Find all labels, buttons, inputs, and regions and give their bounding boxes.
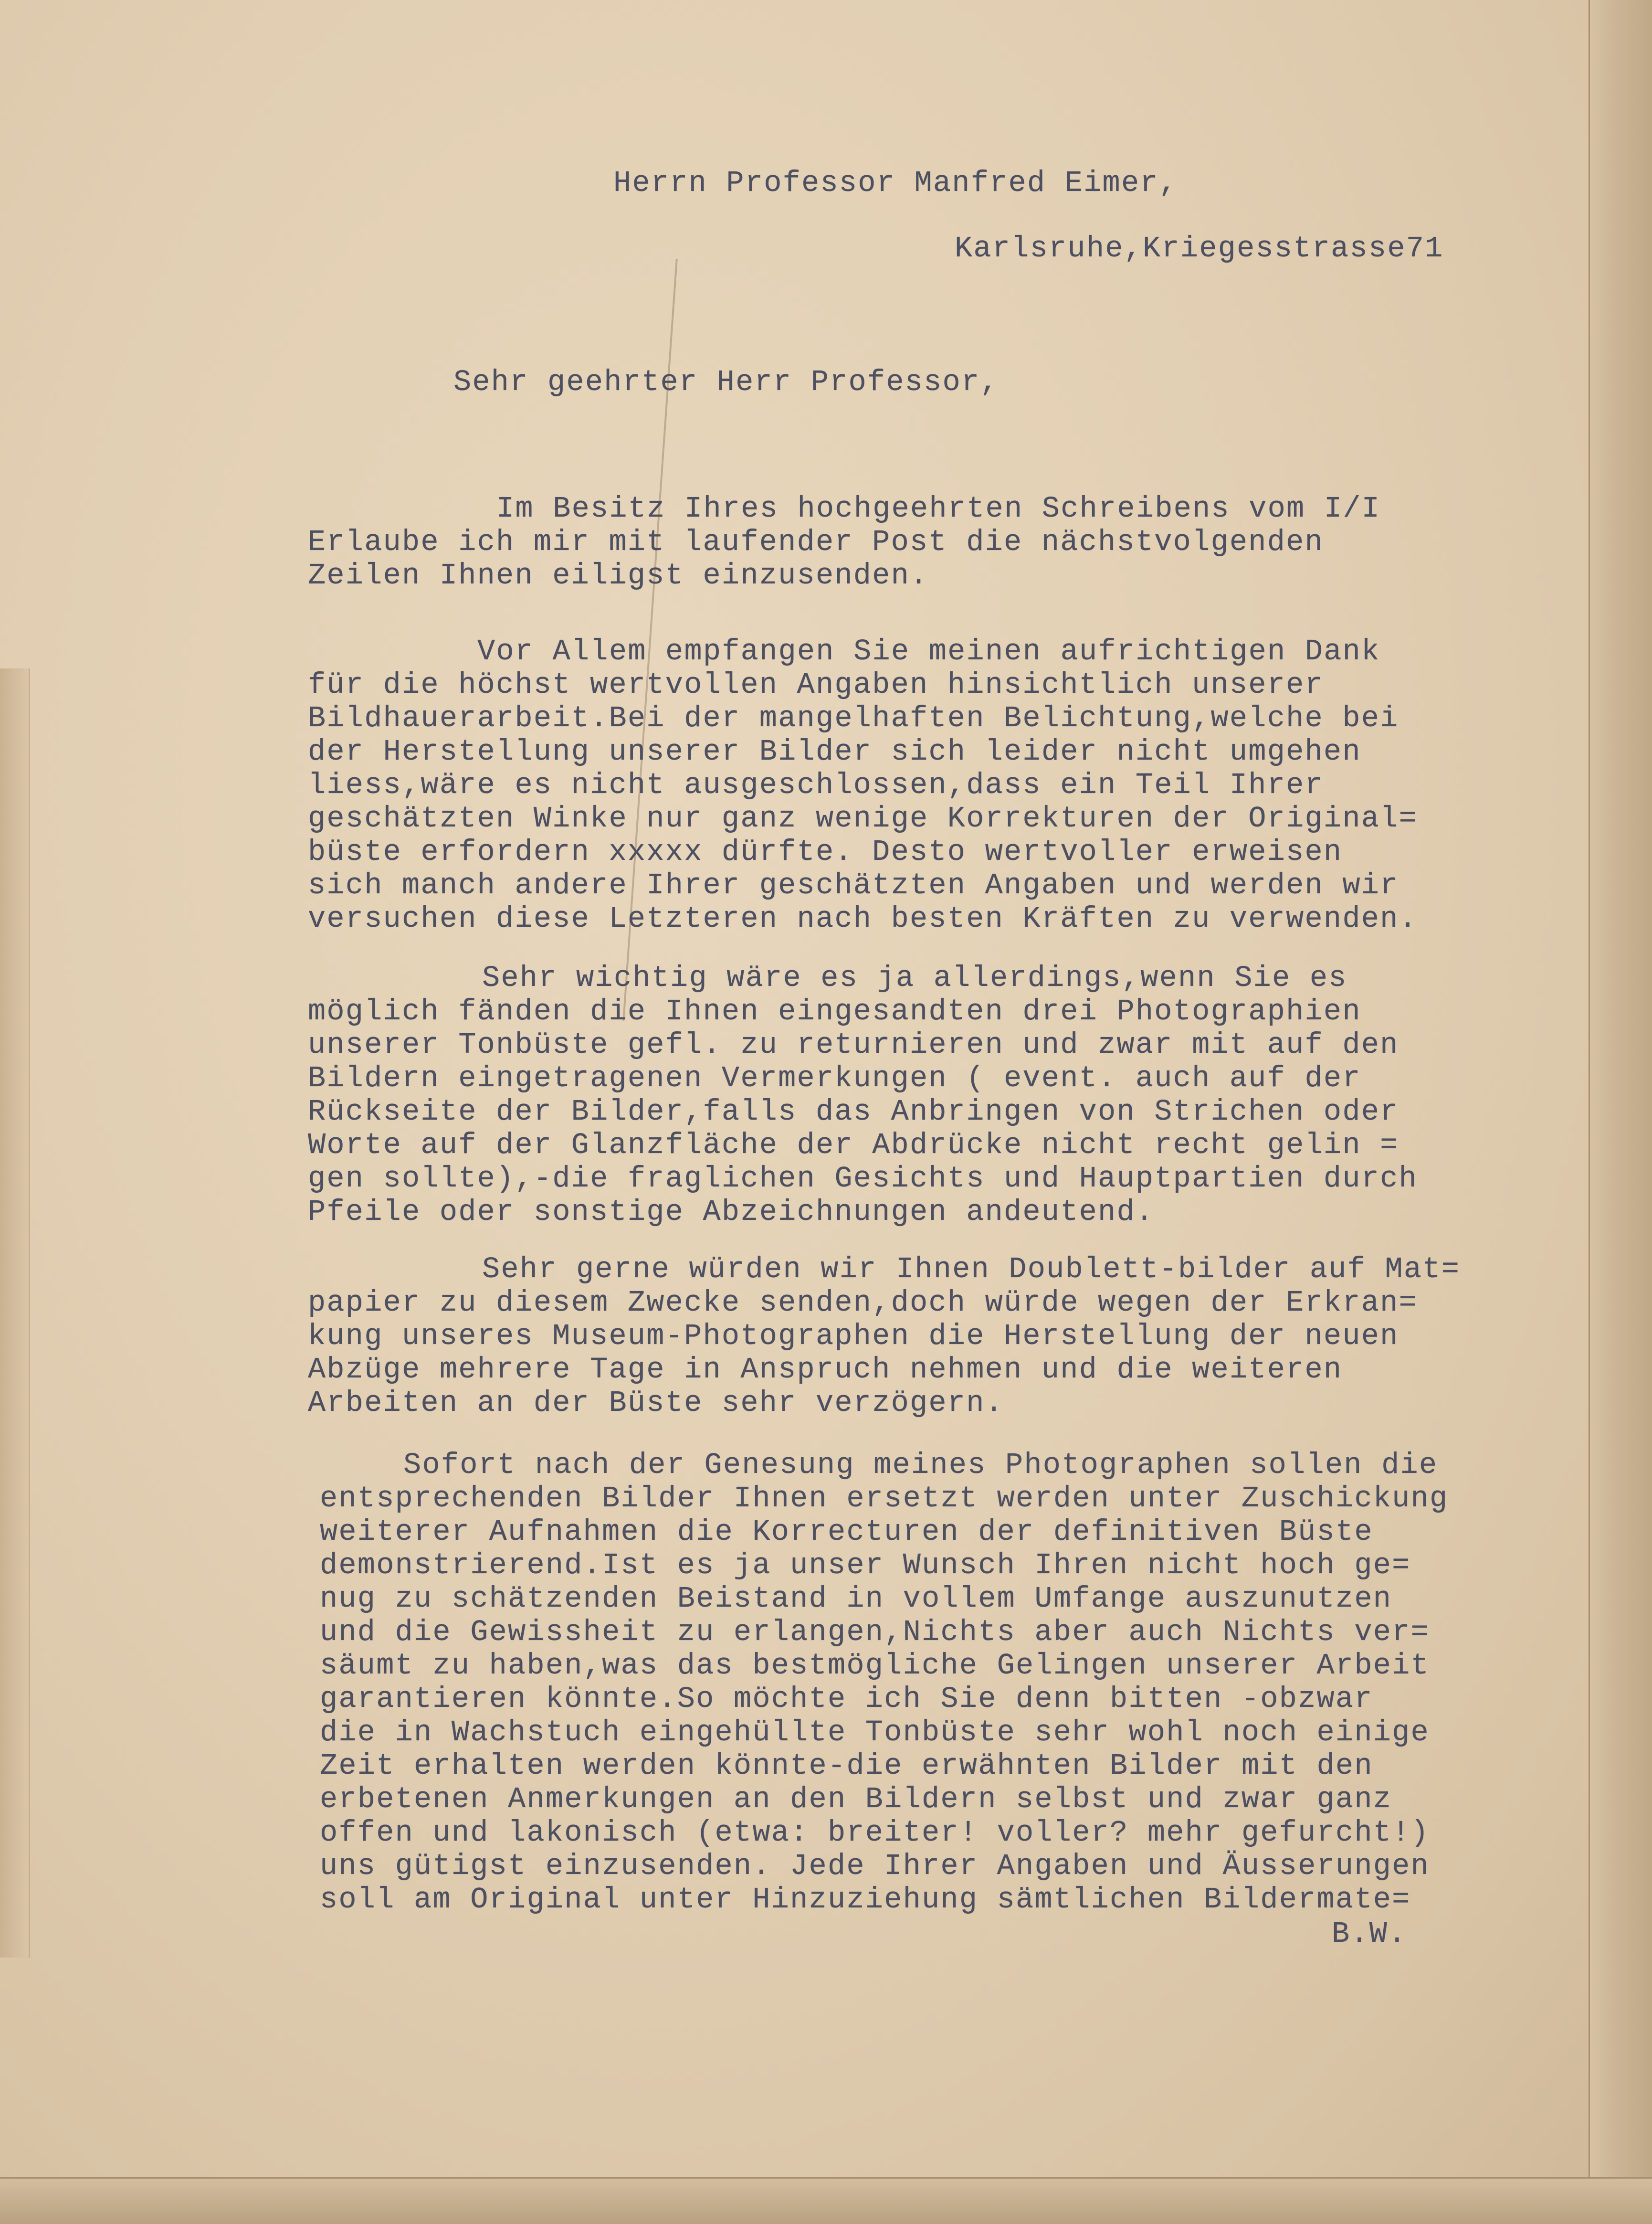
recipient-name: Herrn Professor Manfred Eimer, bbox=[613, 166, 1178, 200]
text-line: Im Besitz Ihres hochgeehrten Schreibens vom I/I bbox=[496, 492, 1381, 526]
text-line: büste erfordern xxxxx dürfte. Desto wertvoller erweisen bbox=[308, 835, 1343, 869]
text-line: sich manch andere Ihrer geschätzten Angaben und werden wir bbox=[308, 868, 1399, 902]
text-line: versuchen diese Letzteren nach besten Kräften zu verwenden. bbox=[308, 902, 1418, 936]
text-line: soll am Original unter Hinzuziehung sämtlichen Bildermate= bbox=[320, 1883, 1411, 1917]
text-line: gen sollte),-die fraglichen Gesichts und Hauptpartien durch bbox=[308, 1162, 1418, 1196]
paper-edge-bottom bbox=[0, 2177, 1652, 2224]
text-line: entsprechenden Bilder Ihnen ersetzt werden unter Zuschickung bbox=[320, 1482, 1449, 1515]
paper-edge-left bbox=[0, 668, 30, 1958]
text-line: der Herstellung unserer Bilder sich leider nicht umgehen bbox=[308, 735, 1361, 769]
recipient-address: Karlsruhe,Kriegesstrasse71 bbox=[955, 232, 1444, 265]
text-line: Vor Allem empfangen Sie meinen aufrichtigen Dank bbox=[477, 635, 1380, 668]
text-line: uns gütigst einzusenden. Jede Ihrer Angaben und Äusserungen bbox=[320, 1849, 1430, 1883]
text-line: Worte auf der Glanzfläche der Abdrücke nicht recht gelin = bbox=[308, 1128, 1399, 1162]
paper-edge-right bbox=[1589, 0, 1652, 2224]
text-line: und die Gewissheit zu erlangen,Nichts aber auch Nichts ver= bbox=[320, 1615, 1430, 1649]
text-line: demonstrierend.Ist es ja unser Wunsch Ihren nicht hoch ge= bbox=[320, 1548, 1411, 1582]
text-line: Erlaube ich mir mit laufender Post die nächstvolgenden bbox=[308, 525, 1324, 559]
turnover-mark: B.W. bbox=[1332, 1917, 1407, 1951]
text-line: offen und lakonisch (etwa: breiter! voller? mehr gefurcht!) bbox=[320, 1816, 1430, 1850]
text-line: geschätzten Winke nur ganz wenige Korrekturen der Original= bbox=[308, 802, 1418, 836]
salutation: Sehr geehrter Herr Professor, bbox=[453, 365, 999, 399]
text-line: die in Wachstuch eingehüllte Tonbüste sehr wohl noch einige bbox=[320, 1716, 1430, 1749]
text-line: Sehr wichtig wäre es ja allerdings,wenn Sie es bbox=[482, 961, 1347, 995]
text-line: papier zu diesem Zwecke senden,doch würde wegen der Erkran= bbox=[308, 1286, 1418, 1320]
text-line: Rückseite der Bilder,falls das Anbringen von Strichen oder bbox=[308, 1095, 1399, 1129]
text-line: unserer Tonbüste gefl. zu returnieren und zwar mit auf den bbox=[308, 1028, 1399, 1062]
text-line: Zeit erhalten werden könnte-die erwähnten Bilder mit den bbox=[320, 1749, 1373, 1783]
text-line: Zeilen Ihnen eiligst einzusenden. bbox=[308, 559, 929, 593]
text-line: Pfeile oder sonstige Abzeichnungen andeutend. bbox=[308, 1195, 1155, 1229]
text-line: säumt zu haben,was das bestmögliche Gelingen unserer Arbeit bbox=[320, 1649, 1430, 1683]
text-line: möglich fänden die Ihnen eingesandten drei Photographien bbox=[308, 995, 1361, 1028]
text-line: Abzüge mehrere Tage in Anspruch nehmen und die weiteren bbox=[308, 1353, 1343, 1387]
text-line: Bildhauerarbeit.Bei der mangelhaften Belichtung,welche bei bbox=[308, 701, 1399, 735]
text-line: Sofort nach der Genesung meines Photographen sollen die bbox=[403, 1448, 1438, 1482]
text-line: weiterer Aufnahmen die Korrecturen der definitiven Büste bbox=[320, 1515, 1373, 1549]
text-line: für die höchst wertvollen Angaben hinsichtlich unserer bbox=[308, 668, 1324, 702]
text-line: Sehr gerne würden wir Ihnen Doublett-bilder auf Mat= bbox=[482, 1252, 1461, 1286]
text-line: Arbeiten an der Büste sehr verzögern. bbox=[308, 1386, 1004, 1420]
text-line: nug zu schätzenden Beistand in vollem Umfange auszunutzen bbox=[320, 1582, 1392, 1616]
text-line: erbetenen Anmerkungen an den Bildern selbst und zwar ganz bbox=[320, 1782, 1392, 1816]
text-line: garantieren könnte.So möchte ich Sie denn bitten -obzwar bbox=[320, 1682, 1373, 1716]
text-line: Bildern eingetragenen Vermerkungen ( event. auch auf der bbox=[308, 1061, 1361, 1095]
text-line: liess,wäre es nicht ausgeschlossen,dass ein Teil Ihrer bbox=[308, 768, 1324, 802]
text-line: kung unseres Museum-Photographen die Herstellung der neuen bbox=[308, 1319, 1399, 1353]
